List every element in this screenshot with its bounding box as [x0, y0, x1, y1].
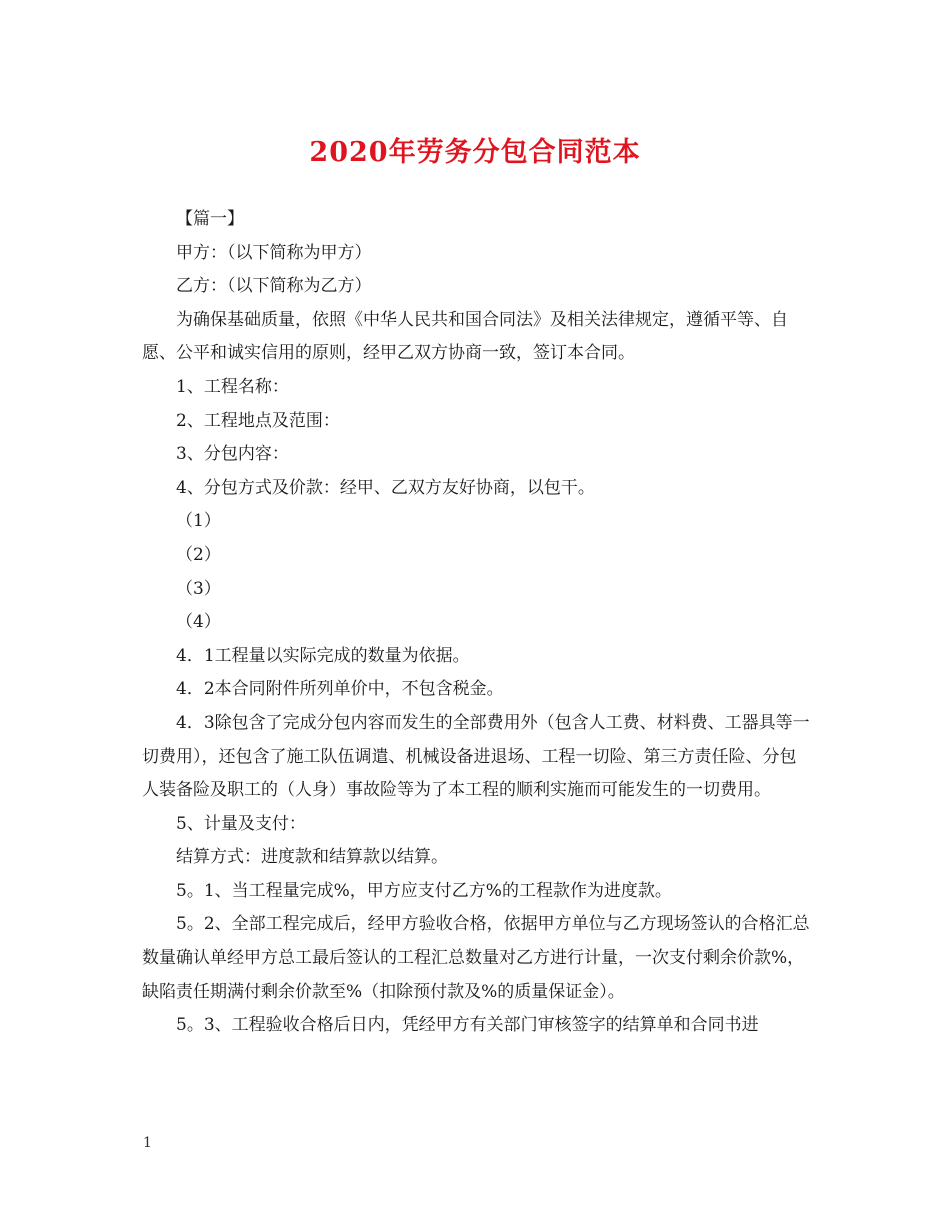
document-body [142, 203, 810, 1043]
document-title: 2020年劳务分包合同范本 [309, 137, 641, 168]
clause-4-3: 4．3除包含了完成分包内容而发生的全部费用外（包含人工费、材料费、工器具等一切费用），还包含了施工队伍调遣、机械设备进退场、工程一切险、第三方责任险、分包人装备险及职工的（人身）事故险等为了本工程的顺利实施而可能发生的一切费用。 [142, 712, 810, 801]
clause-4-item: （4） [176, 612, 221, 633]
party-a-line: 甲方：（以下简称为甲方） [176, 242, 372, 263]
clause-5-2: 5。2、全部工程完成后，经甲方验收合格，依据甲方单位与乙方现场签认的合格汇总数量确认单经甲方总工最后签认的工程汇总数量对乙方进行计量，一次支付剩余价款%，缺陷责任期满付剩余价款至%（扣除预付款及%的质量保证金）。 [142, 914, 810, 1002]
preamble-paragraph: 为确保基础质量，依照《中华人民共和国合同法》及相关法律规定，遵循平等、自愿、公平和诚实信用的原则，经甲乙双方协商一致，签订本合同。 [142, 309, 788, 364]
section-heading: 【篇一】 [176, 209, 244, 229]
clause-1: 1、工程名称： [176, 376, 289, 397]
clause-4-item: （3） [176, 578, 221, 599]
settlement-method: 结算方式：进度款和结算款以结算。 [176, 847, 448, 868]
clause-4-1: 4．1工程量以实际完成的数量为依据。 [176, 645, 470, 666]
clause-5: 5、计量及支付： [176, 813, 306, 834]
clause-3: 3、分包内容： [176, 444, 289, 465]
party-b-line: 乙方：（以下简称为乙方） [176, 276, 372, 297]
clause-4-item: （1） [176, 511, 221, 532]
clause-4-2: 4．2本合同附件所列单价中，不包含税金。 [176, 679, 504, 700]
clause-4: 4、分包方式及价款：经甲、乙双方友好协商，以包干。 [176, 477, 595, 498]
clause-5-1: 5。1、当工程量完成%，甲方应支付乙方%的工程款作为进度款。 [176, 880, 672, 901]
clause-5-3: 5。3、工程验收合格后日内，凭经甲方有关部门审核签字的结算单和合同书进 [176, 1015, 759, 1036]
clause-2: 2、工程地点及范围： [176, 410, 340, 431]
page-number: 1 [143, 1135, 152, 1151]
clause-4-item: （2） [176, 544, 221, 565]
